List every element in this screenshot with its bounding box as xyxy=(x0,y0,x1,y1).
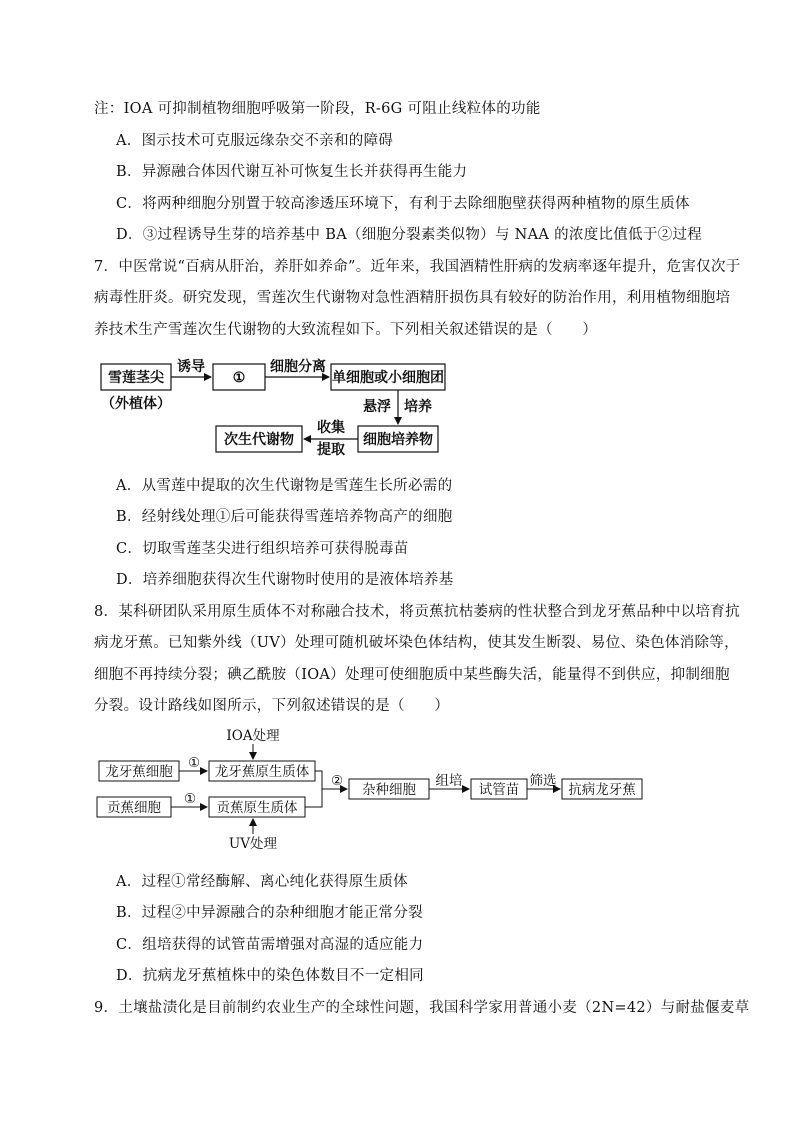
q7-culture-label: 细胞培养物 xyxy=(363,432,433,448)
q7-option-a[interactable]: A．从雪莲中提取的次生代谢物是雪莲生长所必需的 xyxy=(116,478,453,494)
q6-option-d[interactable]: D．③过程诱导生芽的培养基中 BA（细胞分裂素类似物）与 NAA 的浓度比值低于②过程 xyxy=(116,227,703,243)
q8-option-d[interactable]: D．抗病龙牙蕉植株中的染色体数目不一定相同 xyxy=(116,968,424,984)
q7-arrow-collect-label: 收集 xyxy=(317,420,345,436)
q7-option-c[interactable]: C．切取雪莲茎尖进行组织培养可获得脱毒苗 xyxy=(116,541,409,557)
note-text: 注：IOA 可抑制植物细胞呼吸第一阶段，R-6G 可阻止线粒体的功能 xyxy=(94,101,541,117)
q7-product-label: 次生代谢物 xyxy=(224,432,294,448)
q8-step1-bottom-label: ① xyxy=(183,791,197,807)
q6-option-c[interactable]: C．将两种细胞分别置于较高渗透压环境下，有利于去除细胞壁获得两种植物的原生质体 xyxy=(116,196,690,212)
q9-stem-line-1: 9．土壤盐渍化是目前制约农业生产的全球性问题，我国科学家用普通小麦（2N=42）与耐盐偃麦草 xyxy=(94,1000,750,1016)
q7-stem-line-2: 病毒性肝炎。研究发现，雪莲次生代谢物对急性酒精肝损伤具有较好的防治作用，利用植物细胞培 xyxy=(94,290,731,306)
q8-gj-cell-label: 贡蕉细胞 xyxy=(107,800,161,816)
q8-lya-proto-label: 龙牙蕉原生质体 xyxy=(214,764,310,780)
q8-option-a[interactable]: A．过程①常经酶解、离心纯化获得原生质体 xyxy=(116,874,408,890)
q8-option-c[interactable]: C．组培获得的试管苗需增强对高湿的适应能力 xyxy=(116,937,424,953)
q7-arrow-suspend-label-left: 悬浮 xyxy=(363,399,391,415)
q8-culture-label: 组培 xyxy=(435,773,463,789)
q8-stem-line-3: 细胞不再持续分裂；碘乙酰胺（IOA）处理可使细胞质中某些酶失活，能量得不到供应，抑制细胞 xyxy=(94,667,730,683)
q8-gj-proto-label: 贡蕉原生质体 xyxy=(216,800,298,816)
q7-option-b[interactable]: B．经射线处理①后可能获得雪莲培养物高产的细胞 xyxy=(116,509,453,525)
q7-single-cell-label: 单细胞或小细胞团 xyxy=(332,370,444,386)
q7-arrow-separate-label: 细胞分离 xyxy=(270,359,326,375)
q8-step1-top-label: ① xyxy=(187,755,201,771)
q7-arrow-suspend-label-right: 培养 xyxy=(404,399,432,415)
q8-stem-line-1: 8．某科研团队采用原生质体不对称融合技术，将贡蕉抗枯萎病的性状整合到龙牙蕉品种中以培育抗 xyxy=(94,604,740,620)
q7-arrow-induce-label: 诱导 xyxy=(177,359,205,375)
q7-stem-line-3: 养技术生产雪莲次生代谢物的大致流程如下。下列相关叙述错误的是（ ） xyxy=(94,322,598,338)
q6-option-a[interactable]: A．图示技术可克服远缘杂交不亲和的障碍 xyxy=(116,133,394,149)
q8-tube-label: 试管苗 xyxy=(478,782,520,798)
q7-arrow-extract-label: 提取 xyxy=(317,442,345,458)
q8-hybrid-label: 杂种细胞 xyxy=(362,782,416,798)
q8-ioa-label: IOA处理 xyxy=(226,728,280,744)
q8-stem-line-4: 分裂。设计路线如图所示，下列叙述错误的是（ ） xyxy=(94,698,450,714)
q8-stem-line-2: 病龙牙蕉。已知紫外线（UV）处理可随机破坏染色体结构，使其发生断裂、易位、染色体消除等， xyxy=(94,635,739,651)
q7-stem-line-1: 7．中医常说“百病从肝治，养肝如养命”。近年来，我国酒精性肝病的发病率逐年提升，危害仅次于 xyxy=(94,259,741,275)
q7-explant-label: 雪莲茎尖 xyxy=(108,370,164,386)
q8-step2-label: ② xyxy=(330,773,344,789)
q8-lya-cell-label: 龙牙蕉细胞 xyxy=(105,764,173,780)
q8-final-label: 抗病龙牙蕉 xyxy=(568,782,636,798)
q8-option-b[interactable]: B．过程②中异源融合的杂种细胞才能正常分裂 xyxy=(116,905,423,921)
q6-option-b[interactable]: B．异源融合体因代谢互补可恢复生长并获得再生能力 xyxy=(116,164,468,180)
q7-option-d[interactable]: D．培养细胞获得次生代谢物时使用的是液体培养基 xyxy=(116,572,454,588)
q8-uv-label: UV处理 xyxy=(228,836,278,852)
q7-circle1-label: ① xyxy=(232,370,246,386)
q7-explant-note: （外植体） xyxy=(101,396,171,412)
q8-select-label: 筛选 xyxy=(529,773,557,789)
